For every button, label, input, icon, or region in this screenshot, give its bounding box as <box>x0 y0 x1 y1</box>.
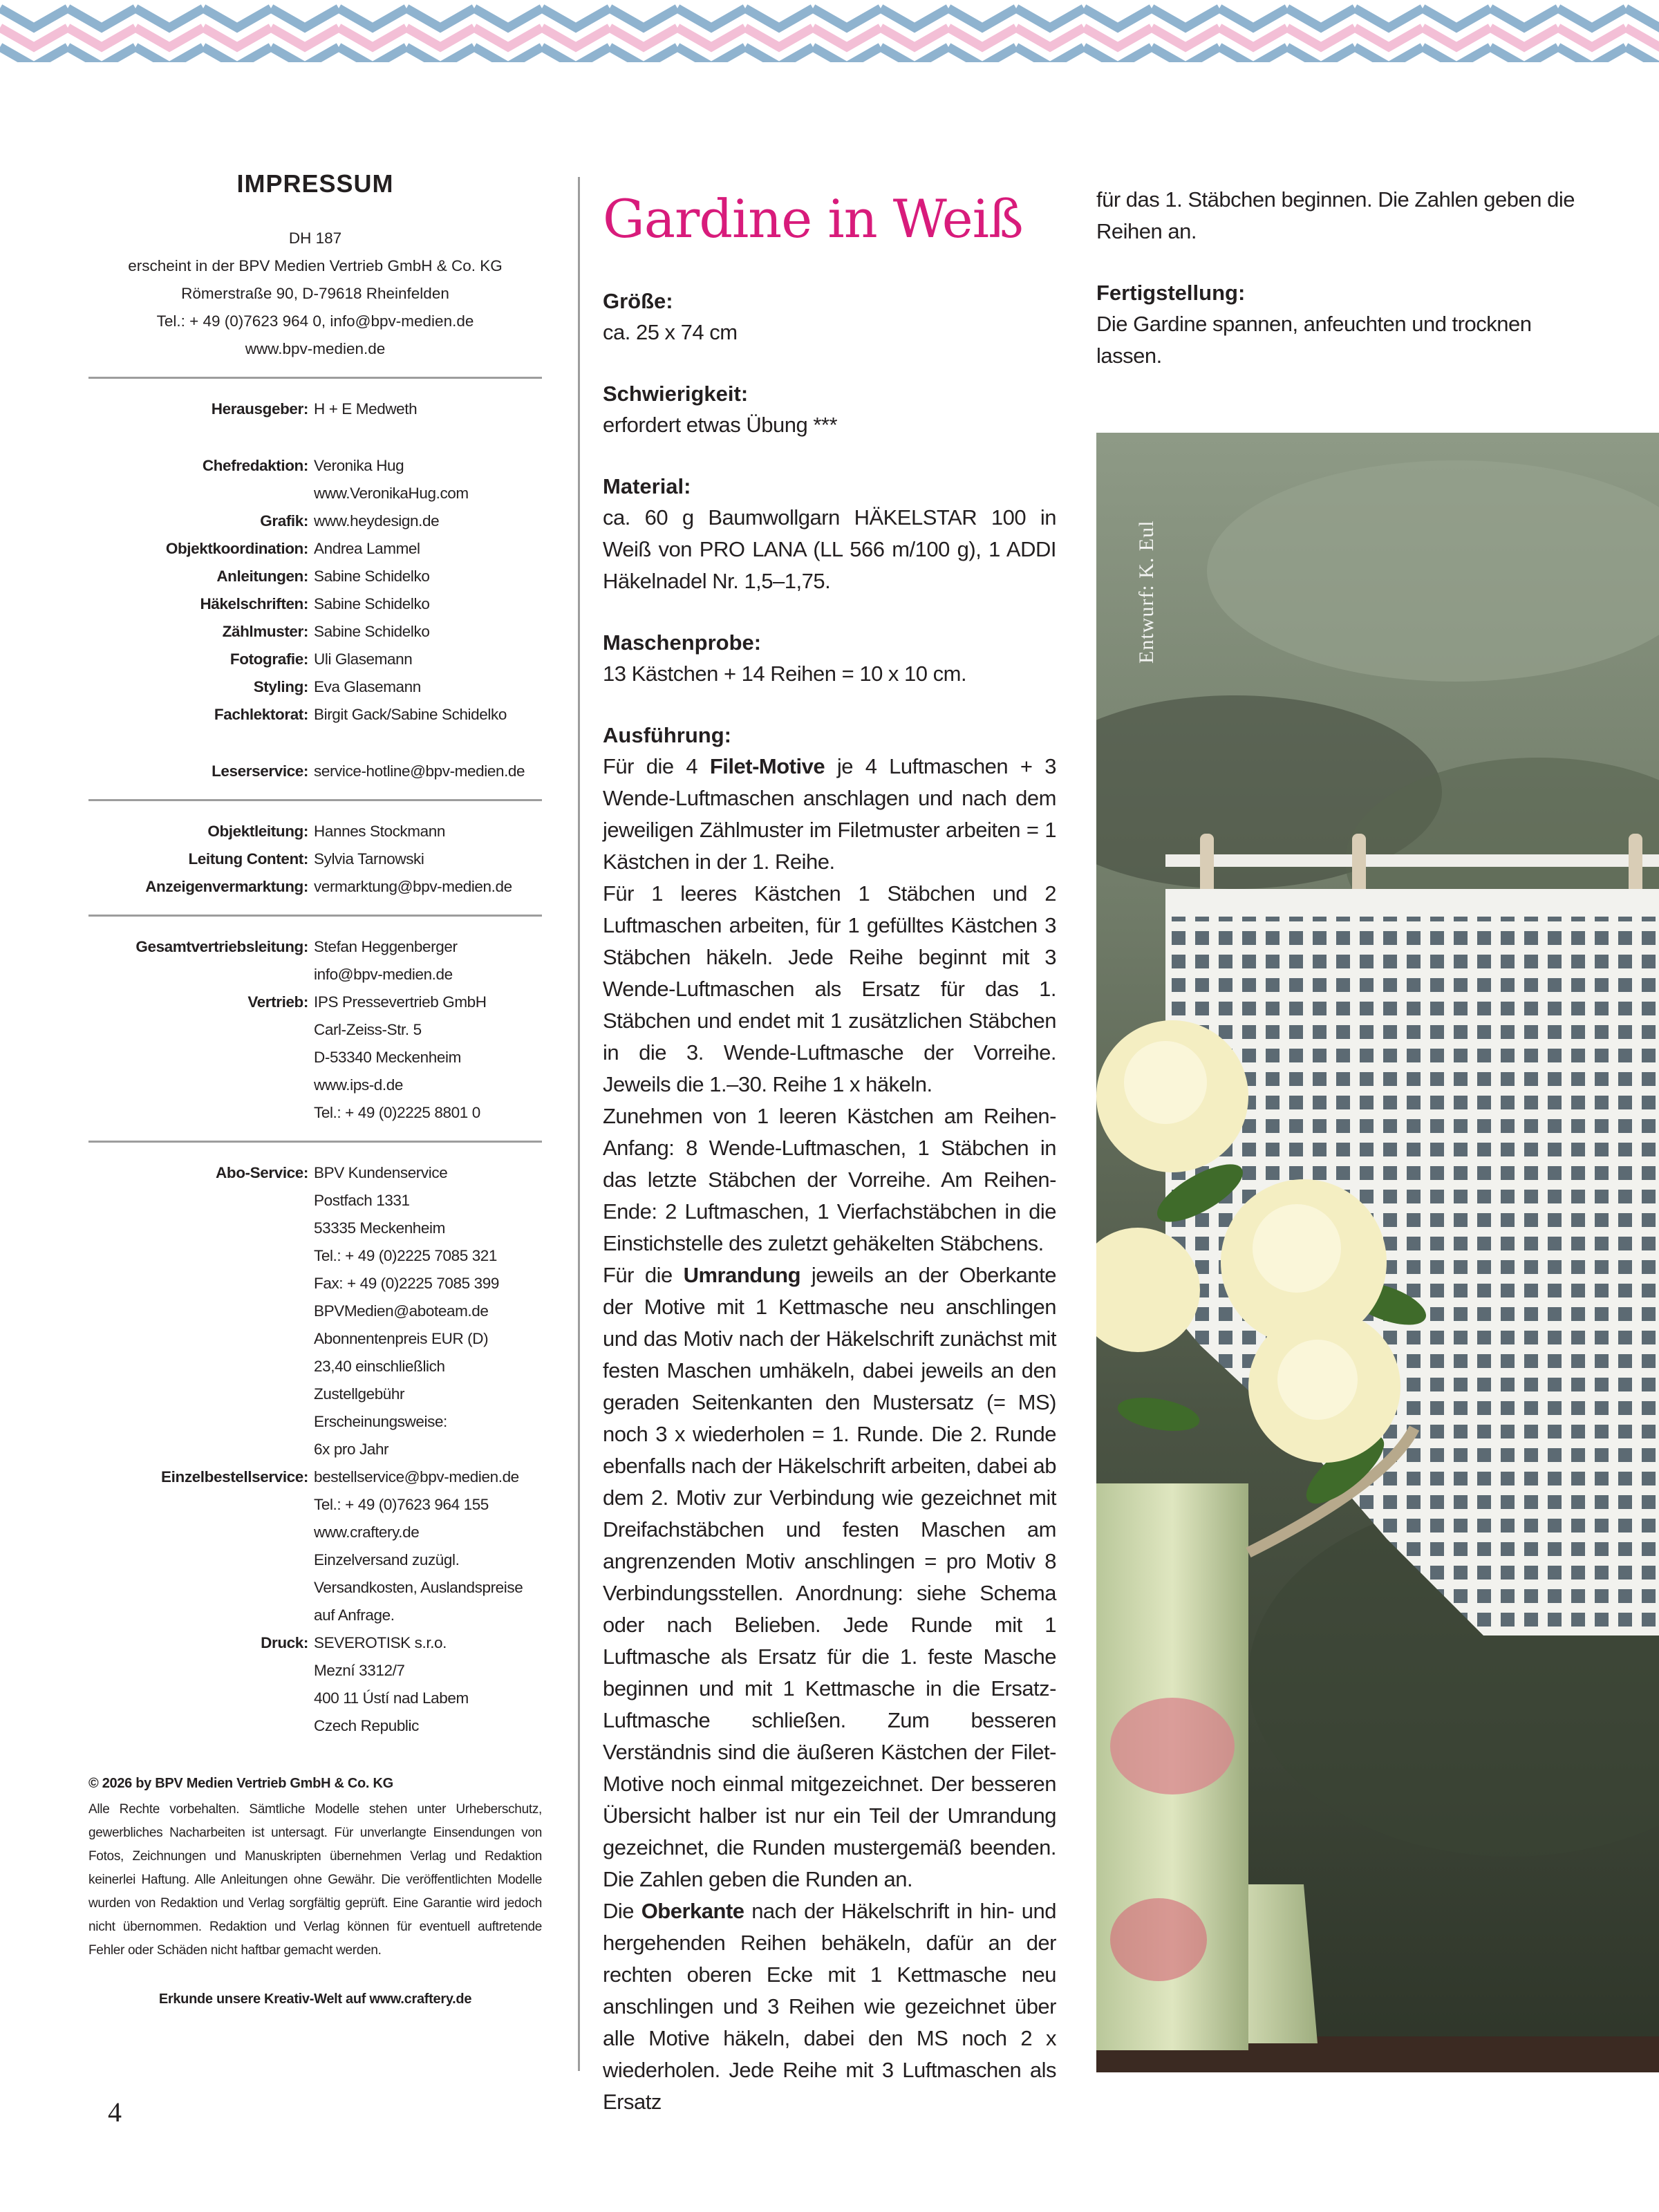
credit-line: Zustellgebühr <box>314 1385 405 1403</box>
credits-leitung <box>88 818 542 901</box>
page-number: 4 <box>108 2097 122 2128</box>
credit-line: www.ips-d.de <box>314 1076 404 1094</box>
credit-line: www.heydesign.de <box>314 512 440 529</box>
credit-line: Fax: + 49 (0)2225 7085 399 <box>314 1275 499 1292</box>
photo-credit-text: Entwurf: K. Eul <box>1135 520 1158 664</box>
credit-row <box>88 845 542 873</box>
text-run: nach der Häkelschrift in hin- und hergehenden Reihen behäkeln, dafür an der rechten oberen Ecke mit 1 Kettmasche neu anschlingen und 3 Reihen wie gezeichnet über alle Motive häkeln, dabei den MS noch 2 x wiederholen. Jede Reihe mit 3 Luftmaschen als Ersatz <box>603 1899 1056 2114</box>
issue-number: DH 187 <box>288 229 342 247</box>
impressum-title: IMPRESSUM <box>236 169 394 198</box>
credit-value <box>314 873 542 901</box>
divider <box>88 799 542 801</box>
credit-line: BPVMedien@aboteam.de <box>314 1302 489 1320</box>
paragraph <box>603 751 1056 878</box>
copyright-text: Alle Rechte vorbehalten. Sämtliche Modelle stehen unter Urheberschutz, gewerbliches Nacharbeiten ist untersagt. Für unverlangte Einsendungen von Fotos, Zeichnungen und Manuskripten übernehmen Verlag und Redaktion keinerlei Haftung. Alle Anleitungen ohne Gewähr. Die veröffentlichten Modelle wurden von Redaktion und Verlag sorgfältig geprüft. Eine Garantie wird jedoch nicht übernommen. Redaktion und Verlag können für eventuell auftretende Fehler oder Schäden nicht haftbar gemacht werden. <box>88 1802 542 1958</box>
credit-value <box>314 452 542 507</box>
credit-label: Chefredaktion: <box>202 457 308 474</box>
credit-label: Abo-Service: <box>216 1164 308 1181</box>
credit-value <box>314 1629 542 1740</box>
credit-value <box>314 845 542 873</box>
publisher-website: www.bpv-medien.de <box>245 340 386 357</box>
credit-value <box>314 933 542 988</box>
credit-value: service-hotline@bpv-medien.de <box>314 762 525 780</box>
credit-label: Objektleitung: <box>207 823 308 840</box>
section-text: Die Gardine spannen, anfeuchten und trocknen lassen. <box>1096 312 1532 368</box>
section-groesse <box>603 286 1056 348</box>
credit-value <box>314 1463 542 1629</box>
section-ausfuehrung <box>603 720 1056 2118</box>
credit-line: info@bpv-medien.de <box>314 966 453 983</box>
credit-label: Einzelbestellservice: <box>161 1468 308 1485</box>
credits-vertrieb <box>88 933 542 1127</box>
credit-row <box>88 618 542 646</box>
credit-line: Sabine Schidelko <box>314 595 430 612</box>
credit-label: Fachlektorat: <box>214 706 308 723</box>
section-text: 13 Kästchen + 14 Reihen = 10 x 10 cm. <box>603 662 967 686</box>
credit-line: 6x pro Jahr <box>314 1441 389 1458</box>
section-heading: Material: <box>603 474 691 498</box>
bold-term: Umrandung <box>683 1263 801 1287</box>
credit-row <box>88 701 542 729</box>
credit-line: Uli Glasemann <box>314 650 413 668</box>
paragraph <box>603 1259 1056 1895</box>
publisher-contact: Tel.: + 49 (0)7623 964 0, info@bpv-medien.de <box>156 312 474 330</box>
credit-line: Einzelversand zuzügl. <box>314 1551 460 1568</box>
curtain-photo <box>1096 433 1659 2072</box>
credit-line: Tel.: + 49 (0)2225 7085 321 <box>314 1247 498 1264</box>
credit-value <box>314 818 542 845</box>
credit-line: BPV Kundenservice <box>314 1164 448 1181</box>
section-heading: Ausführung: <box>603 723 731 747</box>
credit-label: Vertrieb: <box>247 993 308 1011</box>
bold-term: Oberkante <box>641 1899 744 1923</box>
credit-label: Herausgeber: <box>211 400 308 418</box>
credit-label: Anleitungen: <box>216 568 308 585</box>
credit-row <box>88 452 542 507</box>
credit-line: Czech Republic <box>314 1717 419 1734</box>
credit-line: Postfach 1331 <box>314 1192 410 1209</box>
credit-label: Häkelschriften: <box>200 595 308 612</box>
credit-row <box>88 1159 542 1463</box>
credit-label: Grafik: <box>260 512 308 529</box>
credit-line: www.craftery.de <box>314 1524 420 1541</box>
credit-value <box>314 590 542 618</box>
divider <box>88 915 542 917</box>
credit-line: 23,40 einschließlich <box>314 1358 445 1375</box>
credit-value: H + E Medweth <box>314 400 418 418</box>
paragraph: Für 1 leeres Kästchen 1 Stäbchen und 2 Luftmaschen arbeiten, für 1 gefülltes Kästchen 3 Stäbchen häkeln. Jede Reihe beginnt mit 3 Wende-Luftmaschen als Ersatz für das 1. Stäbchen und endet mit 1 zusätzlichen Stäbchen in die 3. Wende-Luftmasche der Vorreihe. Jeweils die 1.–30. Reihe 1 x häkeln. <box>603 881 1056 1096</box>
credit-line: D-53340 Meckenheim <box>314 1049 461 1066</box>
credit-label: Gesamtvertriebsleitung: <box>135 938 308 955</box>
credit-line: Abonnentenpreis EUR (D) <box>314 1330 489 1347</box>
photo-illustration <box>1096 433 1659 2072</box>
credit-line: 400 11 Ústí nad Labem <box>314 1689 469 1707</box>
credit-value <box>314 988 542 1127</box>
impressum <box>88 169 542 2007</box>
credit-row <box>88 988 542 1127</box>
copyright-head: © 2026 by BPV Medien Vertrieb GmbH & Co. KG <box>88 1776 393 1791</box>
credit-line: Mezní 3312/7 <box>314 1662 405 1679</box>
credit-line: Sabine Schidelko <box>314 623 430 640</box>
credit-label: Anzeigenvermarktung: <box>145 878 308 895</box>
credit-line: Erscheinungsweise: <box>314 1413 447 1430</box>
craftery-line: Erkunde unsere Kreativ-Welt auf www.craftery.de <box>158 1991 472 2007</box>
credit-value <box>314 535 542 563</box>
credit-line: www.VeronikaHug.com <box>314 485 469 502</box>
credit-line: Andrea Lammel <box>314 540 420 557</box>
bold-term: Filet-Motive <box>709 754 825 778</box>
credit-label: Leserservice: <box>212 762 308 780</box>
section-heading: Maschenprobe: <box>603 630 762 655</box>
credit-row <box>88 395 542 423</box>
column-divider <box>578 177 580 2071</box>
section-text: für das 1. Stäbchen beginnen. Die Zahlen geben die Reihen an. <box>1096 187 1575 243</box>
credit-label: Leitung Content: <box>188 850 308 868</box>
publisher-address: Römerstraße 90, D-79618 Rheinfelden <box>181 285 449 302</box>
paragraph: Zunehmen von 1 leeren Kästchen am Reihen-Anfang: 8 Wende-Luftmaschen, 1 Stäbchen in das letzte Stäbchen der Vorreihe. Am Reihen-Ende: 2 Luftmaschen, 1 Vierfachstäbchen in die Einstichstelle des zuletzt gehäkelten Stäbchens. <box>603 1104 1056 1255</box>
divider <box>88 377 542 379</box>
text-run: Die <box>603 1899 641 1923</box>
credit-label: Styling: <box>253 678 308 695</box>
credit-line: IPS Pressevertrieb GmbH <box>314 993 487 1011</box>
credit-line: Tel.: + 49 (0)7623 964 155 <box>314 1496 489 1513</box>
credit-line: Hannes Stockmann <box>314 823 445 840</box>
impressum-header <box>88 225 542 363</box>
credit-row <box>88 933 542 988</box>
chevron-border <box>0 0 1659 62</box>
credit-row <box>88 507 542 535</box>
article-title: Gardine in Weiß <box>603 188 1023 250</box>
credit-row <box>88 535 542 563</box>
credit-line: auf Anfrage. <box>314 1606 395 1624</box>
credit-line: SEVEROTISK s.r.o. <box>314 1634 447 1651</box>
credit-row <box>88 758 542 785</box>
right-column <box>1096 184 1594 402</box>
credit-row <box>88 673 542 701</box>
credit-line: Stefan Heggenberger <box>314 938 458 955</box>
credit-label: Zählmuster: <box>222 623 308 640</box>
credit-line: Eva Glasemann <box>314 678 421 695</box>
credit-label: Druck: <box>261 1634 308 1651</box>
section-heading: Größe: <box>603 289 673 313</box>
section-heading: Fertigstellung: <box>1096 281 1246 305</box>
section-heading: Schwierigkeit: <box>603 382 749 406</box>
credit-line: Tel.: + 49 (0)2225 8801 0 <box>314 1104 480 1121</box>
credit-row <box>88 1463 542 1629</box>
photo-credit <box>1114 484 1156 664</box>
divider <box>88 1141 542 1143</box>
credit-label: Fotografie: <box>229 650 308 668</box>
credits-redaktion <box>88 452 542 729</box>
credit-label: Objektkoordination: <box>165 540 308 557</box>
credit-value <box>314 1159 542 1463</box>
credit-line: Versandkosten, Auslandspreise <box>314 1579 523 1596</box>
credit-row <box>88 590 542 618</box>
credit-row <box>88 1629 542 1740</box>
credit-value <box>314 563 542 590</box>
credit-line: Sabine Schidelko <box>314 568 430 585</box>
credit-line: Carl-Zeiss-Str. 5 <box>314 1021 422 1038</box>
credit-line: Birgit Gack/Sabine Schidelko <box>314 706 507 723</box>
article <box>603 185 1056 2148</box>
section-text: ca. 25 x 74 cm <box>603 320 738 344</box>
credit-value <box>314 701 542 729</box>
section-text: ca. 60 g Baumwollgarn HÄKELSTAR 100 in Weiß von PRO LANA (LL 566 m/100 g), 1 ADDI Häkelnadel Nr. 1,5–1,75. <box>603 505 1056 593</box>
credit-row <box>88 873 542 901</box>
publisher-line: erscheint in der BPV Medien Vertrieb GmbH & Co. KG <box>128 257 503 274</box>
text-run: jeweils an der Oberkante der Motive mit 1 Kettmasche neu anschlingen und das Motiv nach der Häkelschrift zunächst mit festen Maschen umhäkeln, dabei jeweils an den geraden Seitenkanten den Mustersatz (= MS) noch 3 x wiederholen = 1. Runde. Die 2. Runde ebenfalls nach der Häkelschrift arbeiten, dabei ab dem 2. Motiv zur Verbindung wie gezeichnet mit Dreifachstäbchen und festen Maschen am angrenzenden Motiv anschlingen = pro Motiv 8 Verbindungsstellen. Anordnung: siehe Schema oder nach Belieben. Jede Runde mit 1 Luftmasche als Ersatz für die 1. feste Masche beginnen und mit 1 Kettmasche in die Ersatz-Luftmasche schließen. Zum besseren Verständnis sind die äußeren Kästchen der Filet-Motive noch einmal mitgezeichnet. Der besseren Übersicht halber ist nur ein Teil der Umrandung gezeichnet, die Runden mustergemäß beenden. Die Zahlen geben die Runden an. <box>603 1263 1056 1891</box>
credits-abo <box>88 1159 542 1740</box>
copyright-notice <box>88 1772 542 1962</box>
credit-row <box>88 563 542 590</box>
section-text: erfordert etwas Übung *** <box>603 413 838 437</box>
section-continued <box>1096 184 1594 247</box>
credit-value <box>314 646 542 673</box>
credit-row <box>88 646 542 673</box>
credit-line: bestellservice@bpv-medien.de <box>314 1468 519 1485</box>
paragraph <box>603 1895 1056 2118</box>
credit-value <box>314 673 542 701</box>
section-material <box>603 471 1056 597</box>
text-run: je 4 Luftmaschen + 3 Wende-Luftmaschen anschlagen und nach dem jeweiligen Zählmuster im Filetmuster arbeiten = 1 Kästchen in der 1. Reihe. <box>603 754 1056 874</box>
credit-value <box>314 507 542 535</box>
credit-row <box>88 818 542 845</box>
text-run: Für die <box>603 1263 684 1287</box>
credit-line: vermarktung@bpv-medien.de <box>314 878 512 895</box>
credit-value <box>314 618 542 646</box>
section-fertigstellung <box>1096 278 1594 372</box>
section-schwierigkeit <box>603 379 1056 441</box>
text-run: Für die 4 <box>603 754 710 778</box>
credit-line: 53335 Meckenheim <box>314 1219 445 1237</box>
credit-line: Sylvia Tarnowski <box>314 850 424 868</box>
credit-line: Veronika Hug <box>314 457 404 474</box>
section-maschenprobe <box>603 628 1056 690</box>
